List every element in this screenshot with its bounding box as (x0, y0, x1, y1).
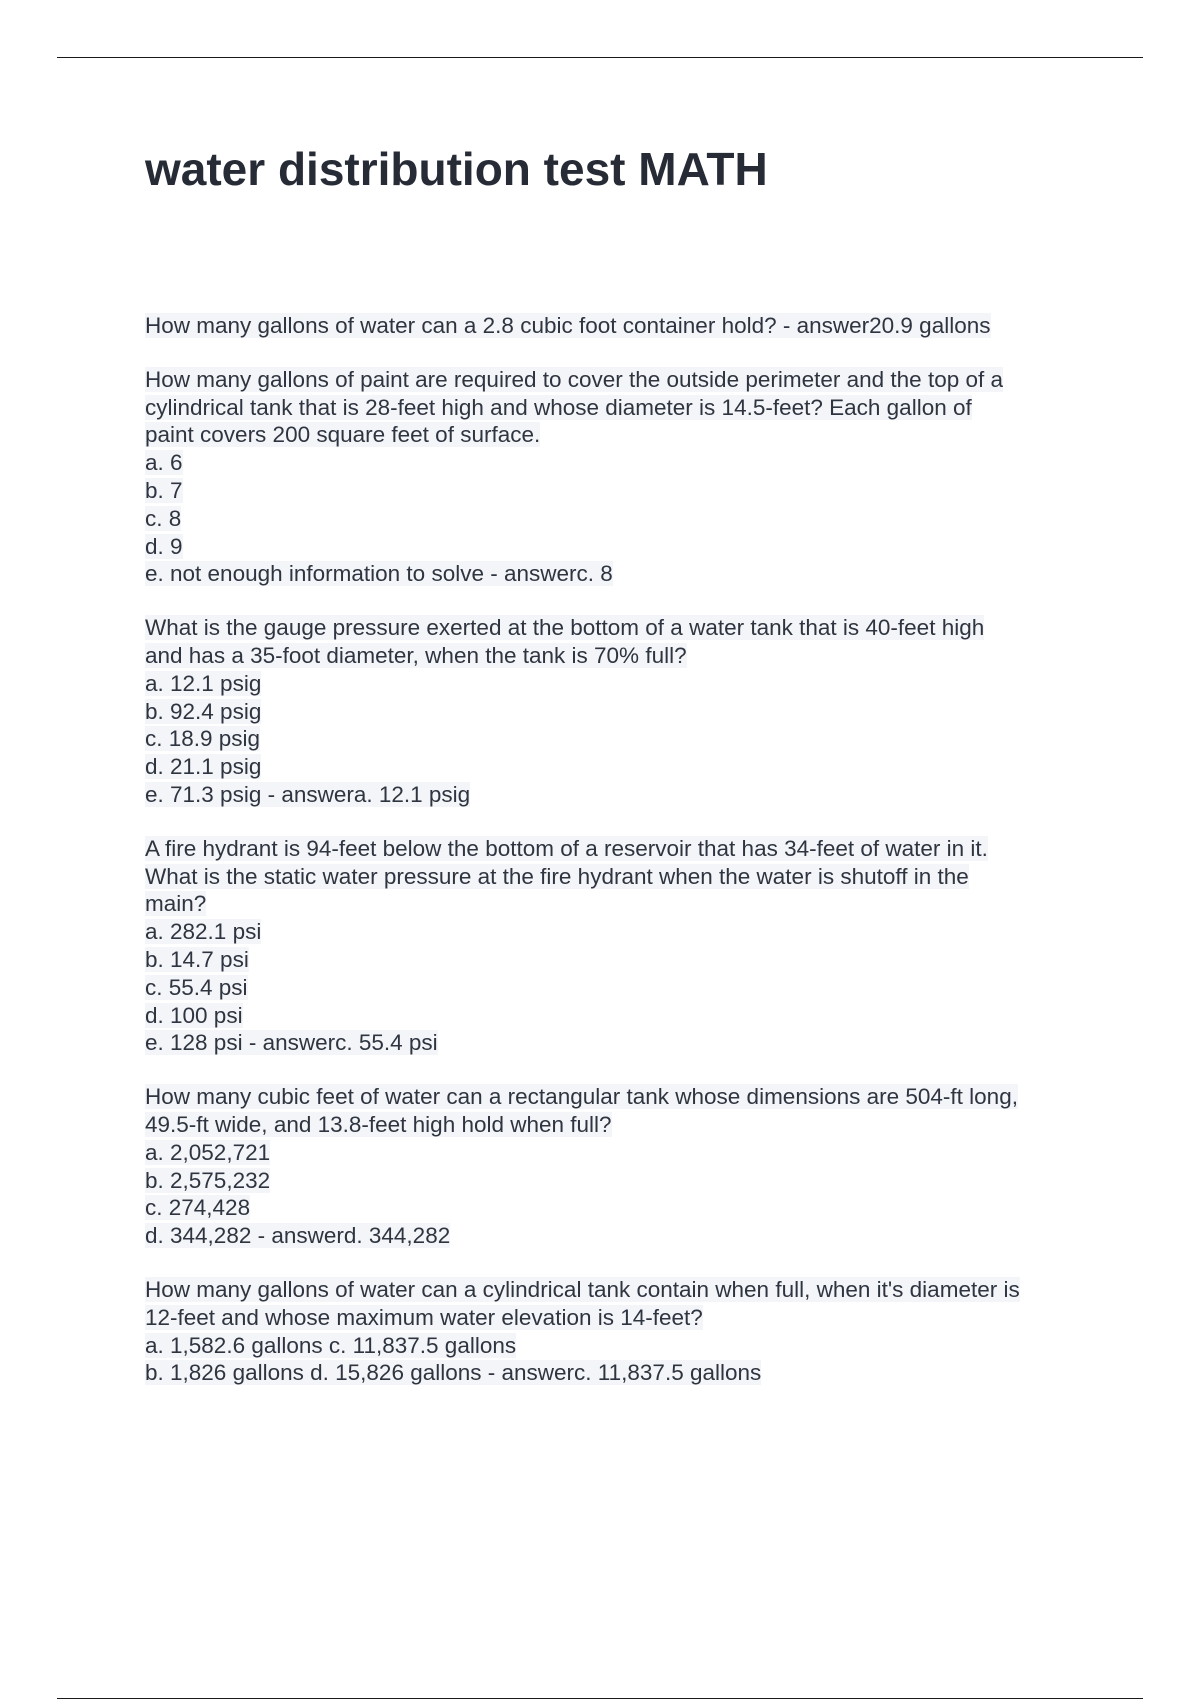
qa-option: b. 7 (145, 477, 183, 503)
qa-line: How many gallons of water can a 2.8 cubic foot container hold? - answer20.9 gallons (145, 313, 991, 338)
top-rule (57, 57, 1143, 58)
qa-line: 49.5-ft wide, and 13.8-feet high hold when full? (145, 1111, 612, 1137)
qa-option: c. 274,428 (145, 1195, 251, 1221)
qa-item-3 (145, 614, 1095, 809)
qa-line: What is the static water pressure at the fire hydrant when the water is shutoff in the (145, 863, 969, 889)
qa-option: b. 92.4 psig (145, 698, 262, 724)
qa-line: paint covers 200 square feet of surface. (145, 422, 541, 448)
qa-line: How many cubic feet of water can a rectangular tank whose dimensions are 504-ft long, (145, 1084, 1018, 1110)
qa-line: main? (145, 891, 207, 917)
qa-option: c. 8 (145, 505, 182, 531)
qa-option: c. 18.9 psig (145, 726, 261, 752)
qa-line: 12-feet and whose maximum water elevation is 14-feet? (145, 1304, 703, 1330)
qa-line: cylindrical tank that is 28-feet high and whose diameter is 14.5-feet? Each gallon of (145, 394, 972, 420)
qa-item-6 (145, 1276, 1095, 1387)
qa-item-4 (145, 835, 1095, 1057)
qa-option: b. 14.7 psi (145, 946, 249, 972)
qa-option-answer: e. 128 psi - answerc. 55.4 psi (145, 1030, 438, 1056)
qa-option: b. 2,575,232 (145, 1167, 271, 1193)
qa-list (145, 312, 1095, 1413)
qa-option-answer: e. 71.3 psig - answera. 12.1 psig (145, 781, 471, 807)
qa-option: a. 2,052,721 (145, 1139, 271, 1165)
qa-option-answer: e. not enough information to solve - answerc. 8 (145, 561, 613, 587)
document-title: water distribution test MATH (145, 143, 768, 195)
bottom-rule (57, 1698, 1143, 1699)
qa-option: d. 100 psi (145, 1002, 243, 1028)
qa-item-5 (145, 1083, 1095, 1250)
qa-line: A fire hydrant is 94-feet below the bottom of a reservoir that has 34-feet of water in it. (145, 835, 988, 861)
qa-option-answer: d. 344,282 - answerd. 344,282 (145, 1223, 451, 1249)
qa-item-2 (145, 366, 1095, 588)
qa-option: a. 12.1 psig (145, 670, 262, 696)
qa-option: a. 282.1 psi (145, 919, 262, 945)
qa-line: and has a 35-foot diameter, when the tank is 70% full? (145, 642, 687, 668)
qa-option: d. 21.1 psig (145, 754, 262, 780)
qa-option: a. 6 (145, 450, 183, 476)
qa-option: a. 1,582.6 gallons c. 11,837.5 gallons (145, 1332, 517, 1358)
qa-option-answer: b. 1,826 gallons d. 15,826 gallons - answerc. 11,837.5 gallons (145, 1360, 762, 1386)
qa-line: How many gallons of water can a cylindrical tank contain when full, when it's diameter is (145, 1276, 1020, 1302)
qa-item-1 (145, 312, 1095, 340)
qa-line: What is the gauge pressure exerted at the bottom of a water tank that is 40-feet high (145, 615, 985, 641)
qa-line: How many gallons of paint are required to cover the outside perimeter and the top of a (145, 366, 1003, 392)
qa-option: d. 9 (145, 533, 183, 559)
qa-option: c. 55.4 psi (145, 974, 248, 1000)
